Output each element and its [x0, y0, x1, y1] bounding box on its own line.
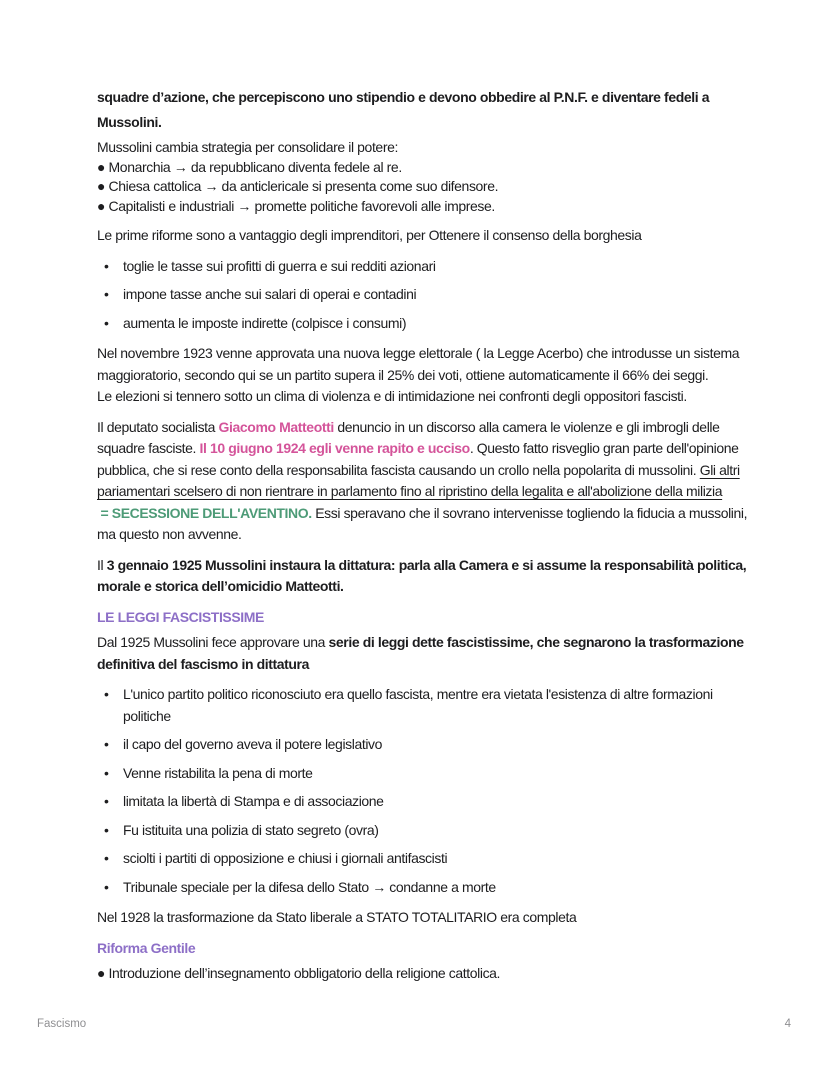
list-item: • aumenta le imposte indirette (colpisce i consumi)	[97, 313, 757, 335]
pink-text-run: Giacomo Matteotti	[218, 418, 334, 435]
list-item: • il capo del governo aveva il potere legislativo	[97, 734, 757, 756]
text-run: Nel novembre 1923 venne approvata una nuova legge elettorale ( la Legge Acerbo) che introdusse un sistema maggioratorio, secondo qui se un partito supera il 25% dei voti, ottiene automaticamente il 66% dei seggi.	[97, 345, 740, 383]
text-run: . Questo fatto risveglio gran parte dell'opinione pubblica, che si rese conto della responsabilita fascista causando un crollo nella popolarita di mussolini.	[97, 440, 739, 478]
section-heading-riforma-gentile	[97, 938, 757, 960]
acerbo-paragraph	[97, 343, 757, 408]
section-heading-leggi-fascistissime	[97, 607, 757, 629]
text-run: ● Chiesa cattolica → da anticlericale si presenta come suo difensore.	[97, 178, 499, 194]
footer-document-title: Fascismo	[37, 1018, 87, 1030]
reforms-list	[97, 256, 757, 335]
text-run: Riforma Gentile	[97, 939, 196, 956]
list-item: • Venne ristabilita la pena di morte	[97, 763, 757, 785]
pink-text-run: Il 10 giugno 1924 egli venne rapito e ucciso	[199, 440, 470, 456]
text-run: Essi speravano che il sovrano intervenisse togliendo la fiducia a mussolini, ma questo non avvenne.	[97, 504, 748, 542]
list-item: • L'unico partito politico riconosciuto era quello fascista, mentre era vietata l'esistenza di altre formazioni politiche	[97, 684, 757, 727]
text-run: Nel 1928 la trasformazione da Stato liberale a STATO TOTALITARIO era completa	[97, 909, 577, 925]
text-run: Il	[97, 556, 107, 573]
text-run: ● Capitalisti e industriali → promette politiche favorevoli alle imprese.	[97, 197, 495, 214]
list-item: • Fu istituita una polizia di stato segreto (ovra)	[97, 820, 757, 842]
text-run: ● Monarchia → da repubblicano diventa fedele al re.	[97, 158, 402, 175]
text-run: ● Introduzione dell’insegnamento obbligatorio della religione cattolica.	[97, 965, 501, 981]
list-item: • toglie le tasse sui profitti di guerra e sui redditi azionari	[97, 256, 757, 278]
list-item: • limitata la libertà di Stampa e di associazione	[97, 791, 757, 813]
text-run: denuncio in un discorso alla camera le violenze e gli imbrogli delle squadre fasciste.	[97, 418, 720, 456]
text-run: Il deputato socialista	[97, 418, 219, 435]
green-text-run: = SECESSIONE DELL'AVENTINO.	[97, 504, 312, 521]
text-run: squadre d’azione, che percepiscono uno stipendio e devono obbedire al P.N.F. e diventare fedeli a Mussolini.	[97, 89, 710, 130]
text-run: Mussolini cambia strategia per consolidare il potere:	[97, 139, 398, 155]
reforms-intro-paragraph	[97, 225, 757, 247]
totalitario-paragraph	[97, 907, 757, 929]
riforma-paragraph	[97, 963, 757, 985]
bold-text-run: serie di leggi dette fascistissime, che segnarono la trasformazione definitiva del fascismo in dittatura	[97, 634, 744, 672]
footer-page-number: 4	[784, 1018, 791, 1030]
text-run: Le prime riforme sono a vantaggio degli imprenditori, per Ottenere il consenso della borghesia	[97, 227, 642, 243]
document-body	[97, 85, 757, 994]
text-run: Le elezioni si tennero sotto un clima di violenza e di intimidazione nei confronti degli oppositori fascisti.	[97, 388, 687, 404]
text-run: Dal 1925 Mussolini fece approvare una	[97, 634, 329, 650]
leggi-list	[97, 684, 757, 898]
list-item: • impone tasse anche sui salari di operai e contadini	[97, 284, 757, 306]
leggi-intro-paragraph	[97, 632, 757, 675]
dictatorship-paragraph	[97, 555, 757, 598]
bold-text-run: 3 gennaio 1925 Mussolini instaura la dittatura: parla alla Camera e si assume la responsabilità politica, morale e storica dell’omicidio Matteotti.	[97, 556, 747, 594]
matteotti-paragraph	[97, 417, 757, 546]
list-item: • Tribunale speciale per la difesa dello Stato → condanne a morte	[97, 877, 757, 899]
strategy-paragraph	[97, 138, 757, 216]
intro-paragraph	[97, 85, 757, 135]
text-run: LE LEGGI FASCISTISSIME	[97, 608, 264, 625]
underline-text-run: Gli altri pariamentari scelsero di non rientrare in parlamento fino al ripristino della legalita e all'abolizione della milizia	[97, 461, 740, 499]
list-item: • sciolti i partiti di opposizione e chiusi i giornali antifascisti	[97, 848, 757, 870]
